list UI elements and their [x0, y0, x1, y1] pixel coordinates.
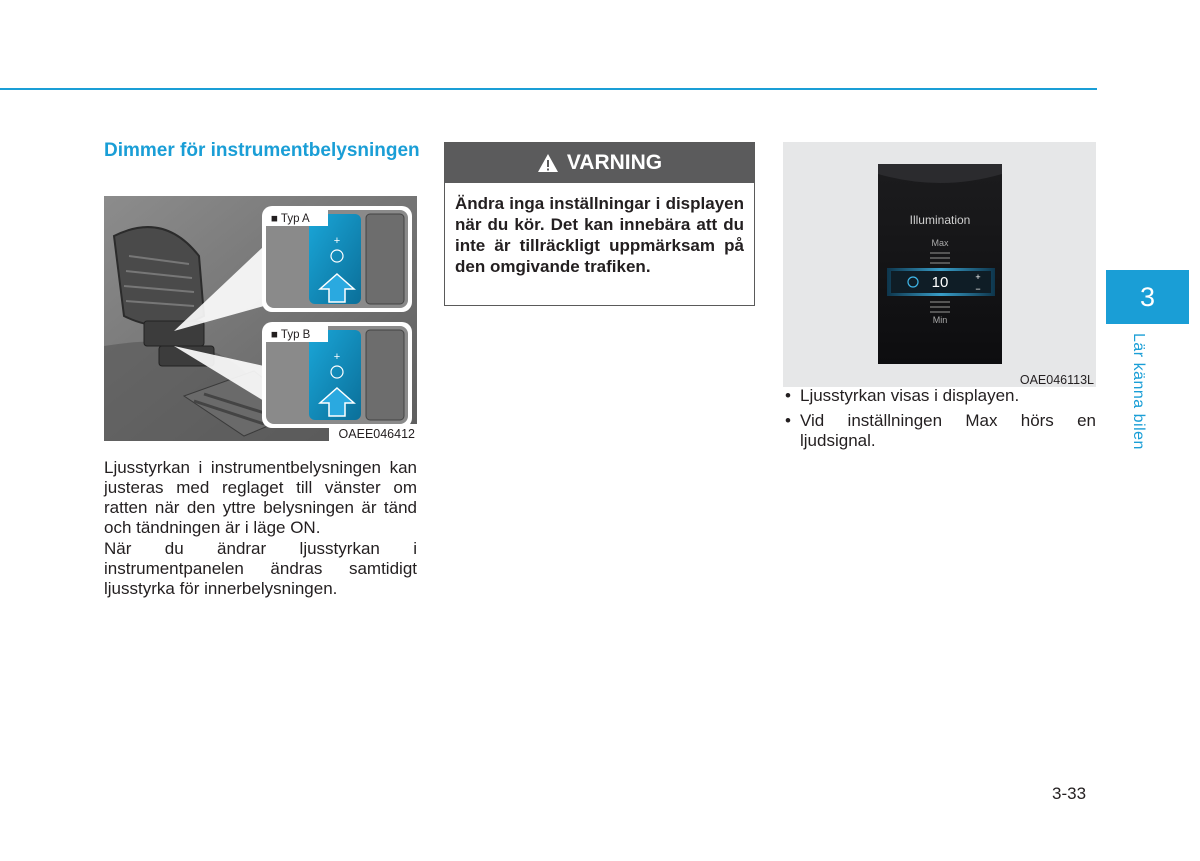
plus-indicator: + — [975, 272, 981, 282]
screen-title: Illumination — [909, 213, 971, 227]
list-item — [783, 386, 1096, 406]
warning-box — [444, 142, 755, 306]
top-rule — [0, 88, 1097, 90]
bullet-text-2: Vid inställningen Max hörs en ljudsignal. — [800, 411, 1096, 450]
cluster-display-illustration — [783, 142, 1096, 387]
warning-text: Ändra inga inställningar i displayen när du kör. Det kan innebära att du inte är tillräckligt uppmärksam på den omgivande trafiken. — [455, 194, 744, 276]
plus-label-b: + — [333, 351, 341, 363]
section-title: Dimmer för instrumentbelysningen — [104, 140, 420, 161]
bullet-icon: • — [785, 386, 791, 405]
figure-code-right: OAE046113L — [1019, 373, 1094, 387]
bullet-text-1: Ljusstyrkan visas i displayen. — [800, 386, 1020, 405]
list-item — [783, 411, 1096, 451]
plus-label-a: + — [333, 235, 341, 247]
brightness-value: 10 — [931, 274, 949, 291]
figure-code-left: OAEE046412 — [338, 427, 415, 441]
page-number: 3-33 — [1052, 784, 1087, 803]
dashboard-illustration — [104, 196, 417, 441]
warning-header — [445, 143, 754, 183]
chapter-title: Lär känna bilen — [1130, 333, 1147, 450]
warning-triangle-icon — [537, 153, 559, 173]
type-a-label: ■ Typ A — [271, 213, 310, 225]
max-label: Max — [931, 238, 949, 248]
paragraph-1: Ljusstyrkan i instrumentbelysningen kan justeras med reglaget till vänster om ratten när den yttre belysningen är tänd och tändningen är i läge ON. — [104, 458, 417, 537]
display-figure — [783, 142, 1096, 387]
min-label: Min — [932, 315, 948, 325]
bullet-list — [783, 386, 1096, 456]
bullet-icon: • — [785, 411, 791, 430]
chapter-tab: 3 — [1106, 270, 1189, 324]
minus-indicator: − — [975, 284, 981, 294]
paragraph-2: När du ändrar ljusstyrkan i instrumentpanelen ändras samtidigt ljusstyrka för innerbelysningen. — [104, 539, 417, 598]
dimmer-switch-figure — [104, 196, 417, 441]
type-b-label: ■ Typ B — [271, 329, 311, 341]
warning-title: VARNING — [566, 151, 663, 174]
